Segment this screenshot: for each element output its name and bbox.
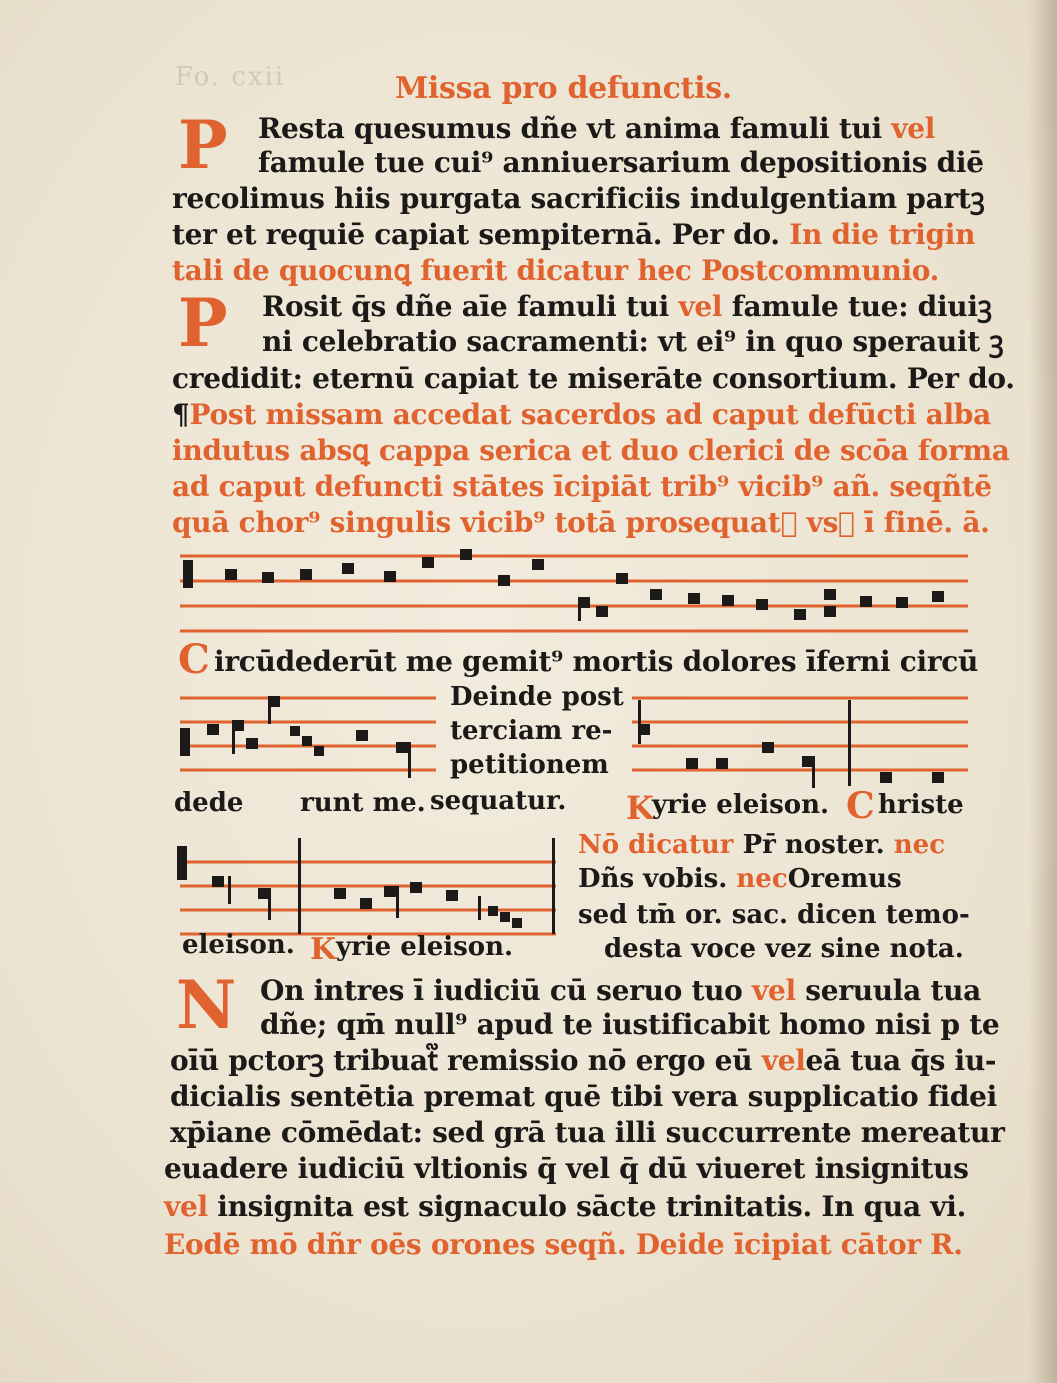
side-line-2-ink2: Oremus xyxy=(787,864,902,894)
initial-p-1: P xyxy=(178,106,228,184)
block3-line-3-rubric: vel xyxy=(761,1044,806,1077)
initial-n: N xyxy=(176,966,237,1044)
block2-line-1-rubric: vel xyxy=(678,290,723,323)
side-line-1-ink: Pr̄ noster. xyxy=(742,830,885,860)
staff-1-neumes xyxy=(183,549,944,621)
rubric-line-3: ad caput defuncti stātes īcipiāt trib⁹ vicib⁹ añ. seqñtē xyxy=(172,470,992,503)
block3-line-3 xyxy=(170,1044,996,1078)
side-line-1 xyxy=(578,830,945,860)
staff-1 xyxy=(180,556,968,631)
block3-line-3-text: oīū pctorꝫ tribuat᷑ remissio nō ergo eū xyxy=(170,1044,753,1077)
block2-line-2-text: ni celebratio sacramenti: vt ei⁹ in quo sperauit ꝫ xyxy=(262,325,1004,358)
side-line-2-rubric: nec xyxy=(736,864,788,894)
chant2-rubric-1: Deinde post xyxy=(450,682,624,712)
page-heading: Missa pro defunctis. xyxy=(395,71,732,106)
side-line-1-rubric-post: nec xyxy=(893,830,946,860)
block1-line-1-rubric: vel xyxy=(891,112,936,145)
syllable-runt-me: runt me. xyxy=(300,788,426,818)
block3-line-2 xyxy=(260,1008,999,1042)
block1-line-1-text: Resta quesumus dñe vt anima famuli tui xyxy=(258,112,882,145)
syllable-dede: dede xyxy=(174,788,244,818)
chant1-text: ircūdederūt me gemit⁹ mortis dolores īferni circū xyxy=(214,645,979,678)
kyrie-1: yrie eleison. xyxy=(652,790,830,820)
final-rubric: Eodē mō dñr oēs orones seqñ. Deide īcipiat cātor R. xyxy=(164,1228,963,1261)
block3-line-1-post: seruula tua xyxy=(805,974,981,1007)
block1-line-2-text: famule tue cui⁹ anniuersarium depositionis diē xyxy=(258,146,984,179)
initial-k-2: K xyxy=(310,932,337,967)
side-line-4: desta voce vez sine nota. xyxy=(604,934,964,964)
side-line-3-rubric: sed tm̄ or. sac. dicen xyxy=(578,900,877,930)
block1-line-3-text: recolimus hiis purgata sacrificiis indulgentiam partꝫ xyxy=(172,182,985,215)
paraph-mark: ¶ xyxy=(172,398,190,431)
block1-line-4-text: ter et requiē capiat sempiternā. Per do. xyxy=(172,218,780,251)
block3-line-2-text: dñe; qm̄ null⁹ apud te iustificabit homo nisi p te xyxy=(260,1008,1000,1041)
block3-line-6: euadere iudiciū vltionis q̄ vel q̄ dū viueret insignitus xyxy=(164,1152,969,1185)
initial-k-1: K xyxy=(626,789,654,827)
block2-line-3-text: credidit: eternū capiat te miserāte consortium. Per do. xyxy=(172,362,1015,395)
side-line-2-ink: Dñs vobis. xyxy=(578,864,728,894)
rubric-line-2: indutus absꝗ cappa serica et duo clerici de scōa forma xyxy=(172,434,1010,467)
block3-line-1-text: On intres ī iudiciū cū seruo tuo xyxy=(260,974,743,1007)
folio-ghost: Fo. cxii xyxy=(175,62,286,92)
block3-line-1-rubric: vel xyxy=(751,974,796,1007)
block3-line-4: dicialis sentētia premat quē tibi vera supplicatio fidei xyxy=(170,1080,997,1113)
eleison-1: eleison. xyxy=(182,930,295,960)
block1-line-4-rubric: In die trigin xyxy=(789,218,976,251)
side-line-3 xyxy=(578,900,970,930)
christe: hriste xyxy=(878,790,964,820)
rubric-line-4: quā chor⁹ singulis vicib⁹ totā prosequat᷑ vsꝗ ī finē. ā. xyxy=(172,506,990,539)
chant2-rubric-3: petitionem xyxy=(450,750,609,780)
side-line-2 xyxy=(578,864,902,894)
block3-line-1 xyxy=(260,974,981,1008)
block2-line-1-post: famule tue: diuiꝫ xyxy=(731,290,992,323)
block3-line-5: xp̄iane cōmēdat: sed grā tua illi succurrente mereatur xyxy=(170,1116,1005,1149)
kyrie-2: yrie eleison. xyxy=(336,932,514,962)
block1-line-5-rubric: tali de quocunꝗ fuerit dicatur hec Postcommunio. xyxy=(172,254,940,287)
initial-c-chant: C xyxy=(178,636,210,683)
block3-line-7-rubric: vel xyxy=(164,1190,208,1223)
side-line-1-rubric: Nō dicatur xyxy=(578,830,734,860)
block3-line-3-post: eā tua q̄s iu- xyxy=(805,1044,997,1077)
rubric-line-1-text: Post missam accedat sacerdos ad caput defūcti alba xyxy=(189,398,991,431)
side-line-3-rubric-post: temo- xyxy=(885,900,970,930)
initial-c-christe: C xyxy=(846,785,875,827)
block3-line-7 xyxy=(164,1190,966,1224)
chant2-rubric-2: terciam re- xyxy=(450,716,613,746)
block2-line-1-text: Rosit q̄s dñe aīe famuli tui xyxy=(262,290,669,323)
chant2-rubric-4: sequatur. xyxy=(430,786,567,816)
initial-p-2: P xyxy=(178,284,228,362)
block3-line-7-text: insignita est signaculo sācte trinitatis. In qua vi. xyxy=(217,1190,967,1223)
